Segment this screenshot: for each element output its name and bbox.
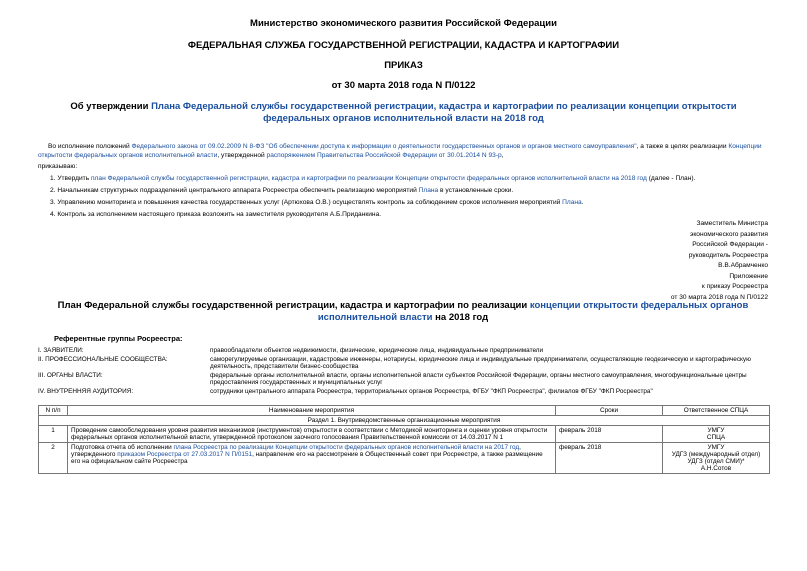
item-1-link[interactable]: план Федеральной службы государственной регистрации, кадастра и картографии по реализации Концепции открытости федеральных органов исполнительной власти на 2018 год — [90, 175, 647, 182]
preamble-text-2: , а также в целях реализации — [636, 143, 729, 150]
preamble-text-3: , утвержденной — [217, 152, 267, 159]
preamble — [38, 142, 768, 160]
order-word: приказываю: — [38, 163, 78, 170]
preamble-text-4: , — [501, 152, 504, 159]
service-name: ФЕДЕРАЛЬНАЯ СЛУЖБА ГОСУДАРСТВЕННОЙ РЕГИСТРАЦИИ, КАДАСТРА И КАРТОГРАФИИ — [187, 40, 620, 51]
item-3-post: . — [581, 199, 584, 206]
row-num: 2 — [39, 443, 68, 474]
row-resp-line: А.Н.Сотов — [700, 465, 732, 472]
plan-title — [38, 300, 768, 323]
title-link[interactable]: Плана Федеральной службы государственной регистрации, кадастра и картографии по реализации концепции открытости федеральных органов исполнительной власти на 2018 год — [151, 101, 737, 124]
signature-line-3: Российской Федерации - — [692, 241, 768, 248]
appendix-date: от 30 марта 2018 года N П/0122 — [670, 293, 768, 301]
preamble-text-1: Во исполнение положений — [48, 143, 132, 150]
group-row — [38, 388, 770, 397]
group-name: I. ЗАЯВИТЕЛИ: — [38, 347, 84, 354]
group-name: IV. ВНУТРЕННЯЯ АУДИТОРИЯ: — [38, 388, 134, 395]
plan-title-suffix: на 2018 год — [432, 311, 489, 323]
col-term-header: Сроки — [556, 406, 663, 416]
row-term: февраль 2018 — [556, 443, 663, 474]
row-resp-line: УМГУ — [707, 444, 725, 451]
signature-block — [560, 219, 768, 303]
item-1 — [50, 174, 770, 183]
section-row — [39, 416, 770, 426]
signature-name: В.В.Абрамченко — [718, 262, 768, 269]
item-2-pre: 2. Начальникам структурных подразделений центрального аппарата Росреестра обеспечить реализацию мероприятий — [50, 187, 419, 194]
groups-heading: Референтные группы Росреестра: — [54, 334, 183, 343]
federal-law-link[interactable]: Федерального закона от 09.02.2009 N 8-ФЗ "Об обеспечении доступа к информации о деятельности государственных органов и органов местного самоуправления" — [131, 143, 637, 150]
row-resp — [663, 426, 770, 443]
plan-table — [38, 405, 770, 474]
group-desc: федеральные органы исполнительной власти, органы исполнительной власти субъектов Российской Федерации, органы местного самоуправления, многофункциональные центры предоставления государственных и муниципальных услуг — [210, 372, 747, 386]
row-term: февраль 2018 — [556, 426, 663, 443]
group-row — [38, 347, 770, 356]
order-date-number: от 30 марта 2018 года N П/0122 — [331, 80, 476, 91]
plan-title-prefix: План Федеральной службы государственной регистрации, кадастра и картографии по реализации — [57, 300, 530, 311]
row-resp-line: УМГУ — [707, 427, 725, 434]
appendix-ref: к приказу Росреестра — [701, 283, 768, 290]
row-resp-line: УДГЗ (международный отдел) — [671, 451, 761, 458]
row-resp — [663, 443, 770, 474]
item-2 — [50, 186, 770, 195]
row-name — [68, 443, 556, 474]
group-row — [38, 372, 770, 388]
title-prefix: Об утверждении — [70, 101, 152, 112]
group-desc: сотрудники центрального аппарата Росреестра, территориальных органов Росреестра, ФГБУ "ФКП Росреестра", филиалов ФГБУ "ФКП Росреестра" — [210, 388, 653, 395]
group-name: III. ОРГАНЫ ВЛАСТИ: — [38, 372, 103, 379]
order-title — [40, 101, 767, 124]
appendix-label: Приложение — [729, 272, 768, 280]
item-1-post: (далее - План). — [646, 175, 696, 182]
doc-type: ПРИКАЗ — [384, 60, 423, 71]
row-name-post: , направление его на рассмотрение в Общественный совет при Росреестре, а также размещение его на официальном сайте Росреестра — [71, 451, 543, 465]
plan-title-link[interactable]: концепции открытости федеральных органов исполнительной власти — [317, 300, 749, 323]
row-name-link-order[interactable]: приказом Росреестра от 27.03.2017 N П/0151 — [117, 451, 253, 458]
group-name: II. ПРОФЕССИОНАЛЬНЫЕ СООБЩЕСТВА: — [38, 356, 168, 363]
item-2-post: в установленные сроки. — [438, 187, 514, 194]
row-name-mid: , утвержденного — [71, 444, 521, 458]
table-row — [39, 426, 770, 443]
item-3-pre: 3. Управлению мониторинга и повышения качества государственных услуг (Артюхова О.В.) осуществлять контроль за соблюдением сроков исполнения мероприятий — [50, 199, 563, 206]
concept-link[interactable]: Концепции открытости федеральных органов исполнительной власти — [38, 143, 762, 159]
signature-line-4: руководитель Росреестра — [688, 251, 768, 259]
government-order-link[interactable]: распоряжением Правительства Российской Федерации от 30.01.2014 N 93-р — [266, 152, 502, 159]
table-row — [39, 443, 770, 474]
row-resp-line: УДГЗ (отдел СМИ)* — [687, 458, 745, 465]
col-name-header: Наименование мероприятия — [68, 406, 556, 416]
ministry-name: Министерство экономического развития Российской Федерации — [250, 18, 557, 29]
plan-header-row — [39, 406, 770, 416]
row-name-link-plan[interactable]: плана Росреестра по реализации Концепции открытости федеральных органов исполнительной власти на 2017 год — [173, 444, 520, 451]
row-name: Проведение самообследования уровня развития механизмов (инструментов) открытости в соответствии с Методикой мониторинга и оценки уровня открытости федеральных органов исполнительной власти, утвержденной протоколом заочного голосования Правительственной комиссии от 14.03.2017 N 1 — [68, 426, 556, 443]
signature-line-1: Заместитель Министра — [696, 220, 768, 227]
group-row — [38, 356, 770, 372]
item-1-pre: 1. Утвердить — [50, 175, 91, 182]
row-num: 1 — [39, 426, 68, 443]
item-4: 4. Контроль за исполнением настоящего приказа возложить на заместителя руководителя А.Б.Приданкина. — [50, 211, 382, 218]
item-3 — [50, 198, 770, 207]
section-title: Раздел 1. Внутриведомственные организационные мероприятия — [39, 416, 770, 426]
row-name-pre: Подготовка отчета об исполнении — [71, 444, 174, 451]
groups-table — [38, 347, 770, 397]
group-desc: правообладатели объектов недвижимости, физические, юридические лица, индивидуальные предприниматели — [210, 347, 544, 354]
item-3-link[interactable]: Плана — [562, 199, 582, 206]
col-resp-header: Ответственное СПЦА — [663, 406, 770, 416]
item-2-link[interactable]: Плана — [418, 187, 439, 194]
row-resp-line: СПЦА — [706, 434, 726, 441]
signature-line-2: экономического развития — [689, 230, 768, 238]
col-num-header: N п/п — [39, 406, 68, 416]
group-desc: саморегулируемые организации, кадастровые инженеры, нотариусы, юридические лица и индивидуальные предприниматели, осуществляющие геодезическую и картографическую деятельность, представители бизнес-сообщества — [210, 356, 751, 370]
